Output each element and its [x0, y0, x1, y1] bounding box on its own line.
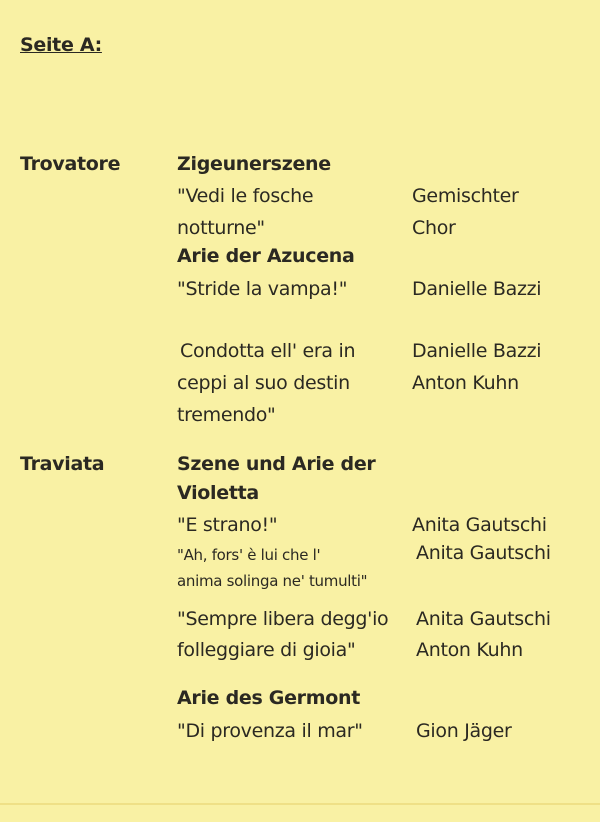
side-heading: Seite A:	[20, 34, 102, 56]
piece-title-line: anima solinga ne' tumulti"	[177, 572, 368, 590]
performer: Anita Gautschi	[416, 608, 551, 630]
aria-title: Arie der Azucena	[177, 245, 355, 267]
scene-title-line: Violetta	[177, 482, 259, 504]
piece-title-line: Condotta ell' era in	[180, 340, 356, 362]
piece-title-line: "Vedi le fosche	[177, 185, 314, 207]
performer: Anton Kuhn	[412, 372, 519, 394]
opera-title-traviata: Traviata	[20, 453, 105, 475]
aria-title: Arie des Germont	[177, 687, 361, 709]
performer: Danielle Bazzi	[412, 340, 542, 362]
piece-title-line: tremendo"	[177, 404, 276, 426]
performer: Gion Jäger	[416, 720, 512, 742]
piece-title-line: ceppi al suo destin	[177, 372, 350, 394]
performer: Danielle Bazzi	[412, 278, 542, 300]
piece-title-line: "Sempre libera degg'io	[177, 608, 389, 630]
piece-title: "Di provenza il mar"	[177, 720, 363, 742]
piece-title-line: folleggiare di gioia"	[177, 639, 356, 661]
performer: Chor	[412, 217, 456, 239]
performer: Gemischter	[412, 185, 519, 207]
performer: Anton Kuhn	[416, 639, 523, 661]
piece-title-line: "Ah, fors' è lui che l'	[177, 546, 321, 564]
performer: Anita Gautschi	[416, 542, 551, 564]
page-bottom-divider	[0, 803, 600, 805]
opera-title-trovatore: Trovatore	[20, 153, 121, 175]
piece-title: "E strano!"	[177, 514, 278, 536]
scene-title-line: Szene und Arie der	[177, 453, 376, 475]
piece-title-line: notturne"	[177, 217, 265, 239]
scene-title: Zigeunerszene	[177, 153, 331, 175]
performer: Anita Gautschi	[412, 514, 547, 536]
piece-title: "Stride la vampa!"	[177, 278, 348, 300]
